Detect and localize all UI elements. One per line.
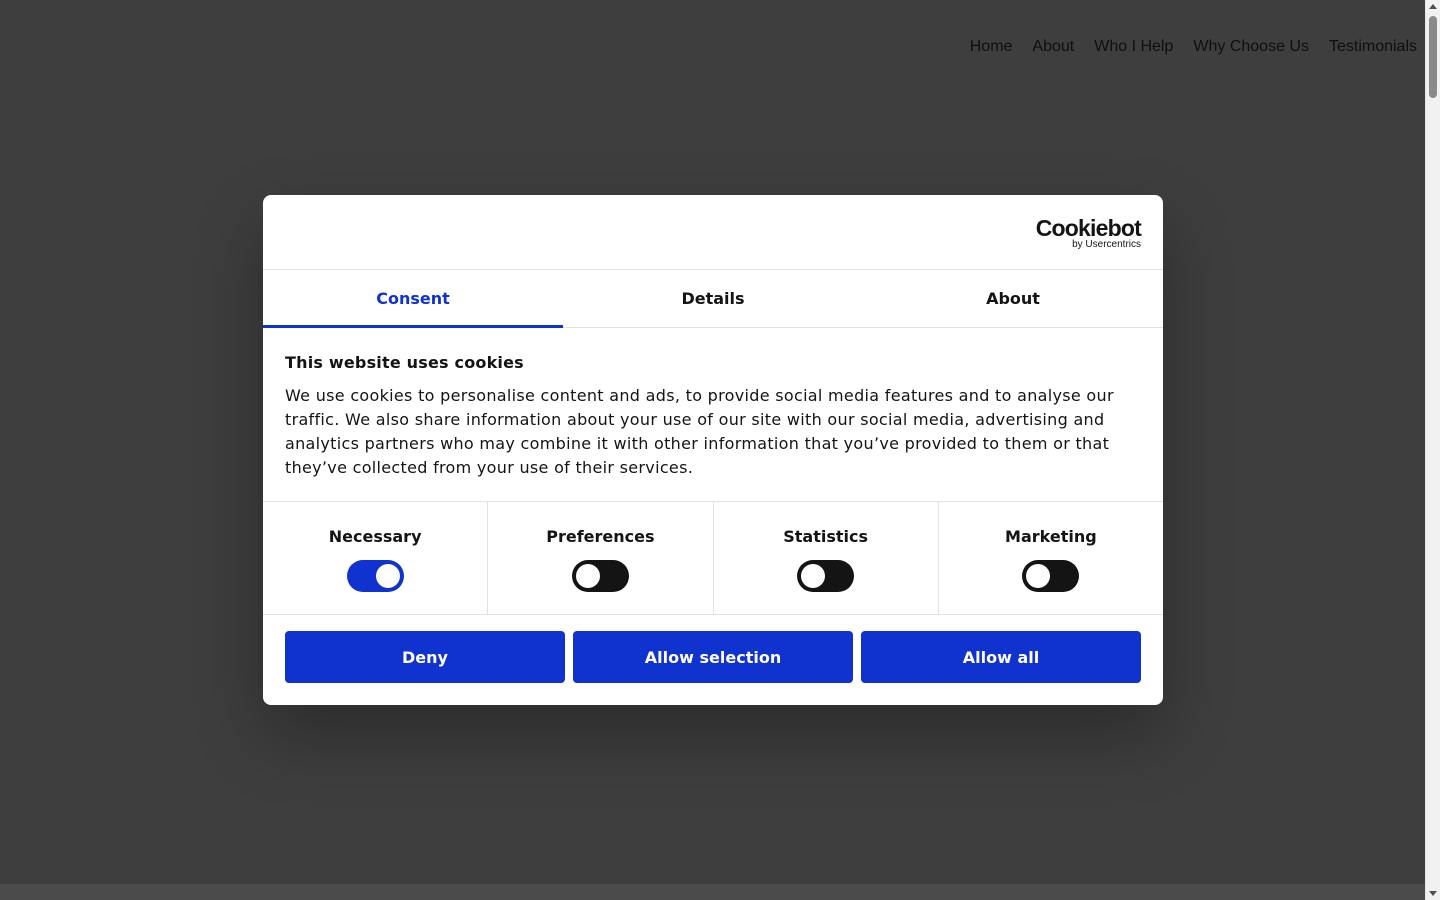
deny-button[interactable]: Deny — [285, 631, 565, 683]
scroll-thumb[interactable] — [1429, 16, 1437, 98]
toggle-label-marketing: Marketing — [1005, 527, 1097, 546]
allow-selection-button[interactable]: Allow selection — [573, 631, 853, 683]
toggle-statistics[interactable] — [797, 560, 854, 592]
category-statistics — [714, 502, 939, 614]
category-marketing — [939, 502, 1163, 614]
tab-consent[interactable]: Consent — [263, 270, 563, 327]
consent-title: This website uses cookies — [285, 353, 524, 372]
category-preferences — [488, 502, 713, 614]
toggle-knob — [1026, 564, 1050, 588]
logo-sub-text: by Usercentrics — [1072, 239, 1141, 250]
consent-description: We use cookies to personalise content and ads, to provide social media features and to analyse our traffic. We also share information about your use of our site with our social media, advertising and analytics partners who may combine it with other information that you’ve provided to them or that they’ve collected from your use of their services. — [285, 386, 1114, 477]
category-toggles — [263, 502, 1163, 615]
toggle-preferences[interactable] — [572, 560, 629, 592]
toggle-knob — [576, 564, 600, 588]
page-scrollbar[interactable] — [1425, 0, 1440, 900]
toggle-knob — [376, 564, 400, 588]
dialog-tabs — [263, 270, 1163, 328]
cookie-consent-dialog — [263, 195, 1163, 705]
toggle-marketing[interactable] — [1022, 560, 1079, 592]
allow-all-button[interactable]: Allow all — [861, 631, 1141, 683]
tab-about[interactable]: About — [986, 289, 1040, 308]
tab-details[interactable]: Details — [681, 289, 745, 308]
toggle-label-preferences: Preferences — [546, 527, 655, 546]
toggle-label-necessary: Necessary — [328, 527, 422, 546]
scroll-up-arrow-icon[interactable] — [1429, 4, 1437, 9]
logo-main-text: Cookiebot — [1035, 215, 1141, 241]
scroll-down-arrow-icon[interactable] — [1429, 891, 1437, 896]
dialog-header — [263, 195, 1163, 270]
toggle-knob — [801, 564, 825, 588]
category-necessary — [263, 502, 488, 614]
toggle-necessary[interactable] — [347, 560, 404, 592]
toggle-label-statistics: Statistics — [783, 527, 868, 546]
dialog-buttons — [263, 615, 1163, 699]
cookiebot-logo — [1036, 217, 1141, 251]
consent-body — [263, 328, 1163, 502]
